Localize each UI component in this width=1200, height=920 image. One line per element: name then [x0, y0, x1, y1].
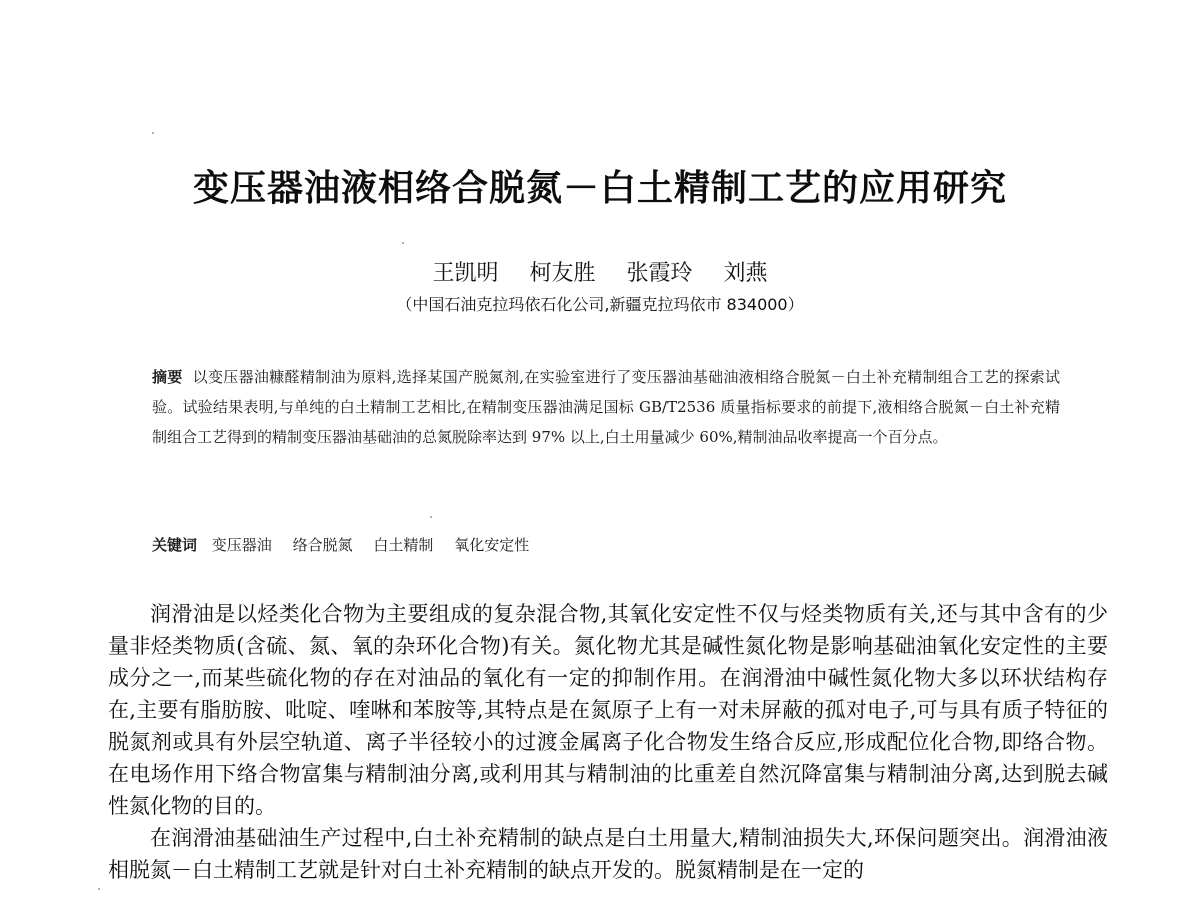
author-name: 刘燕 [723, 261, 768, 286]
scan-speck [98, 888, 100, 890]
keyword: 白土精制 [373, 536, 434, 554]
author-list [0, 256, 1200, 287]
scan-speck [402, 242, 404, 244]
keyword: 络合脱氮 [292, 536, 353, 554]
body-paragraph: 在润滑油基础油生产过程中,白土补充精制的缺点是白土用量大,精制油损失大,环保问题突出。润滑油液相脱氮－白土精制工艺就是针对白土补充精制的缺点开发的。脱氮精制是在一定的 [108, 826, 1108, 882]
keywords [152, 534, 1060, 555]
body-text [108, 598, 1108, 886]
keywords-label: 关键词 [152, 536, 198, 554]
author-name: 王凯明 [432, 261, 499, 286]
paper-title: 变压器油液相络合脱氮－白土精制工艺的应用研究 [192, 168, 1007, 209]
affiliation: （中国石油克拉玛依石化公司,新疆克拉玛依市 834000） [396, 295, 804, 314]
author-name: 柯友胜 [529, 261, 596, 286]
body-paragraph: 润滑油是以烃类化合物为主要组成的复杂混合物,其氧化安定性不仅与烃类物质有关,还与其中含有的少量非烃类物质(含硫、氮、氧的杂环化合物)有关。氮化物尤其是碱性氮化物是影响基础油氧化安定性的主要成分之一,而某些硫化物的存在对油品的氧化有一定的抑制作用。在润滑油中碱性氮化物大多以环状结构存在,主要有脂肪胺、吡啶、喹啉和苯胺等,其特点是在氮原子上有一对未屏蔽的孤对电子,可与具有质子特征的脱氮剂或具有外层空轨道、离子半径较小的过渡金属离子化合物发生络合反应,形成配位化合物,即络合物。在电场作用下络合物富集与精制油分离,或利用其与精制油的比重差自然沉降富集与精制油分离,达到脱去碱性氮化物的目的。 [108, 602, 1108, 818]
abstract [152, 362, 1060, 452]
scan-speck [152, 132, 154, 134]
scan-speck [430, 516, 432, 518]
keyword: 变压器油 [211, 536, 272, 554]
abstract-label: 摘要 [152, 368, 183, 386]
keyword: 氧化安定性 [454, 536, 530, 554]
author-name: 张霞玲 [626, 261, 693, 286]
abstract-text: 以变压器油糠醛精制油为原料,选择某国产脱氮剂,在实验室进行了变压器油基础油液相络合脱氮－白土补充精制组合工艺的探索试验。试验结果表明,与单纯的白土精制工艺相比,在精制变压器油满足国标 GB/T2536 质量指标要求的前提下,液相络合脱氮－白土补充精制组合工艺得到的精制变压器油基础油的总氮脱除率达到 97% 以上,白土用量减少 60%,精制油品收率提高一个百分点。 [152, 368, 1060, 446]
